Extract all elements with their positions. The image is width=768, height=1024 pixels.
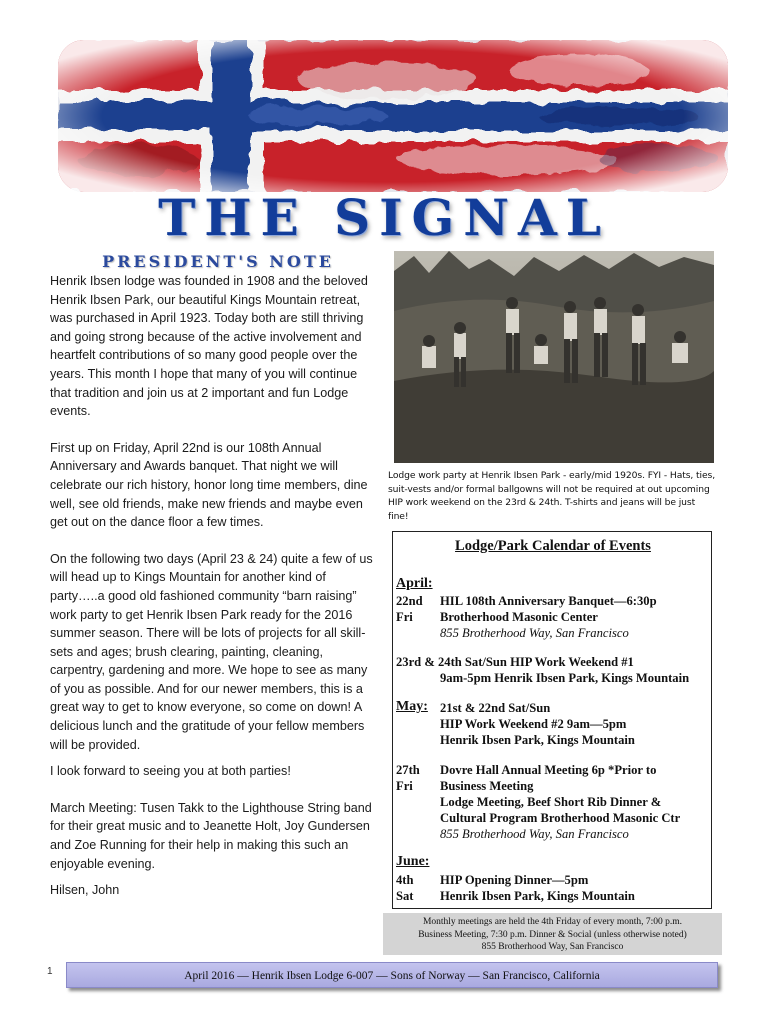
page-number: 1 — [47, 966, 53, 977]
event-location: Brotherhood Masonic Center — [440, 610, 598, 624]
event-location: Henrik Ibsen Park, Kings Mountain — [440, 733, 635, 747]
event-title: 23rd & 24th Sat/Sun HIP Work Weekend #1 — [396, 655, 634, 669]
event-title: HIP Opening Dinner—5pm — [440, 873, 589, 887]
note-paragraph: I look forward to seeing you at both parties! — [50, 764, 291, 779]
month-heading-april: April: — [396, 576, 433, 591]
work-party-photo — [394, 251, 714, 463]
footnote-line: Business Meeting, 7:30 p.m. Dinner & Social (unless otherwise noted) — [418, 929, 687, 940]
event-weekday: Fri — [396, 779, 413, 793]
calendar-of-events — [392, 531, 712, 909]
event-day: 22nd — [396, 594, 423, 608]
note-signoff: Hilsen, John — [50, 883, 120, 898]
event-detail: Business Meeting — [440, 779, 534, 793]
note-paragraph: March Meeting: Tusen Takk to the Lighthouse String band for their great music and to Jeanette Holt, Joy Gundersen and Zoe Running for their help in making this such an enjoyable evening. — [50, 800, 372, 871]
event-weekday: Sat — [396, 889, 414, 903]
calendar-title: Lodge/Park Calendar of Events — [455, 538, 651, 554]
presidents-note-body — [50, 272, 380, 900]
event-title: HIL 108th Anniversary Banquet—6:30p — [440, 594, 657, 608]
event-location: 9am-5pm Henrik Ibsen Park, Kings Mountain — [440, 671, 690, 685]
event-title: HIP Work Weekend #2 9am—5pm — [440, 717, 627, 731]
event-address: 855 Brotherhood Way, San Francisco — [440, 827, 629, 841]
event-day: 27th — [396, 763, 420, 777]
month-heading-june: June: — [396, 854, 430, 869]
event-weekday: Fri — [396, 610, 413, 624]
event-location: Henrik Ibsen Park, Kings Mountain — [440, 889, 635, 903]
event-day: 21st & 22nd Sat/Sun — [440, 701, 551, 715]
note-paragraph: First up on Friday, April 22nd is our 108th Annual Anniversary and Awards banquet. That night we will celebrate our rich history, honor long time members, dine well, see old friends, make new friends and maybe even get out on the dance floor a few times. — [50, 440, 368, 530]
month-heading-may: May: — [396, 699, 428, 714]
meeting-schedule-note — [383, 913, 722, 955]
footnote-line: Monthly meetings are held the 4th Friday of every month, 7:00 p.m. — [422, 917, 683, 927]
norwegian-flag-banner — [58, 40, 728, 192]
footer-bar: April 2016 — Henrik Ibsen Lodge 6-007 — Sons of Norway — San Francisco, California — [66, 962, 718, 988]
event-day: 4th — [396, 873, 414, 887]
newsletter-masthead: THE SIGNAL — [158, 188, 610, 247]
event-address: 855 Brotherhood Way, San Francisco — [440, 626, 629, 640]
footnote-line: 855 Brotherhood Way, San Francisco — [481, 942, 624, 952]
event-location: Cultural Program Brotherhood Masonic Ctr — [440, 811, 681, 825]
note-paragraph: On the following two days (April 23 & 24) quite a few of us will head up to Kings Mountain for another kind of party…..a good old fashioned community “barn raising” work party to get Henrik Ibsen Park ready for the 2016 summer season. There will be lots of projects for all skill-sets and ages; brush clearing, painting, cleaning, carpentry, gardening and more. We hope to see as many of you as possible. And for our newer members, this is a great way to get to know everyone, so come on down! A delicious lunch and the gratitude of your fellow members will be provided. — [50, 551, 373, 752]
note-paragraph: Henrik Ibsen lodge was founded in 1908 and the beloved Henrik Ibsen Park, our beautiful Kings Mountain retreat, was purchased in April 1923. Today both are still thriving and going strong because of the active involvement and heartfelt contributions of so many good people over the years. This month I hope that many of you will continue that tradition and join us at 2 important and fun Lodge events. — [50, 274, 368, 419]
event-title: Dovre Hall Annual Meeting 6p *Prior to — [440, 763, 657, 777]
photo-caption: Lodge work party at Henrik Ibsen Park - early/mid 1920s. FYI - Hats, ties, suit-vests and/or formal ballgowns will not be required at out upcoming HIP work weekend on the 23rd & 24th. T-shirts and jeans will be just fine! — [388, 470, 716, 522]
event-detail: Lodge Meeting, Beef Short Rib Dinner & — [440, 795, 662, 809]
presidents-note-title: PRESIDENT'S NOTE — [102, 252, 334, 271]
